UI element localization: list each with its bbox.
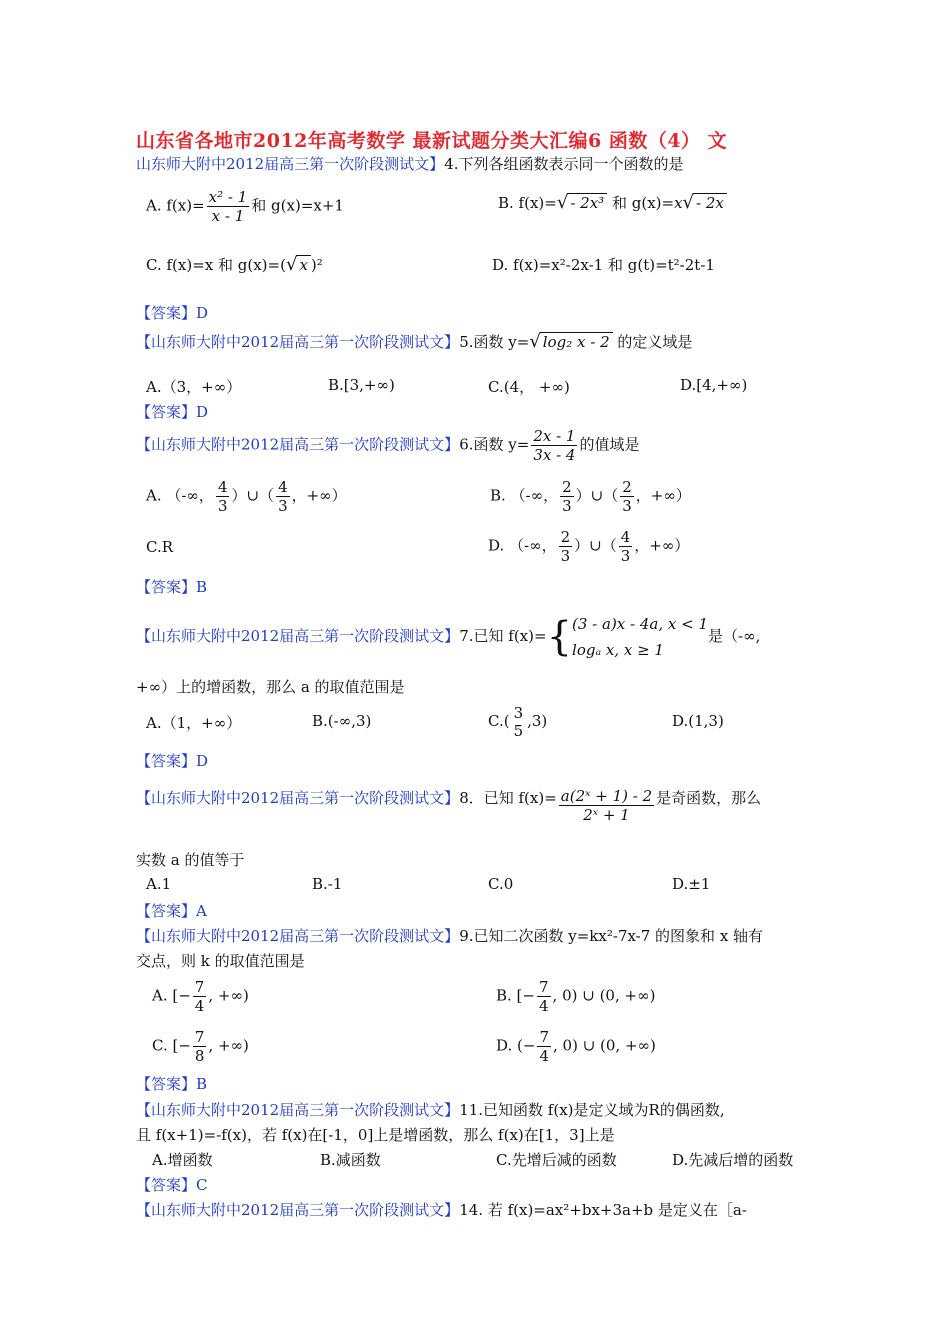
q5-option-b: B.[3,+∞) [328,376,395,394]
q11-option-d: D.先减后增的函数 [672,1151,794,1169]
q4-option-d: D. f(x)=x²-2x-1 和 g(t)=t²-2t-1 [492,256,715,274]
q8-option-a: A.1 [146,875,172,893]
q7-option-a: A.（1，+∞） [146,714,242,732]
q4-answer: 【答案】D [136,304,209,322]
q9-option-d: D. (− $\frac{7}{4}$ , 0) ∪ (0, +∞) [496,1028,656,1065]
question-7-stem: 【山东师大附中2012届高三第一次阶段测试文】7.已知 f(x)={ (3 - a)x - 4a, x < 1 logₐ x, x ≥ 1 是（-∞, [136,614,761,660]
q11-stem-line2: 且 f(x+1)=-f(x)，若 f(x)在[-1，0]上是增函数，那么 f(x)在[1，3]上是 [136,1126,615,1144]
question-8-stem: 【山东师大附中2012届高三第一次阶段测试文】8．已知 f(x)= $\frac{\text{a(2ˣ + 1) - 2}}{\text{2ˣ + 1}}$ 是奇函数，那么 [136,787,762,824]
q8-stem-line2: 实数 a 的值等于 [136,851,245,869]
q11-answer: 【答案】C [136,1176,208,1194]
q4-option-b: B. f(x)=√ - 2x³ 和 g(x)=x√ - 2x [498,192,727,213]
question-5-stem: 【山东师大附中2012届高三第一次阶段测试文】5.函数 y=√ log₂ x - 2 的定义域是 [136,331,693,352]
q8-option-b: B.-1 [312,875,343,893]
q7-answer: 【答案】D [136,752,209,770]
q6-option-a: A. （-∞， $\frac{4}{3}$ ）∪（ $\frac{4}{3}$ ，+∞） [146,478,347,515]
q11-option-c: C.先增后减的函数 [496,1151,617,1169]
q9-option-b: B. [− $\frac{7}{4}$ , 0) ∪ (0, +∞) [496,978,656,1015]
q4-option-a: A. f(x)= $\frac{\text{x² - 1}}{x - 1}$ 和 g(x)=x+1 [146,188,344,225]
q8-answer: 【答案】A [136,902,207,920]
q4-option-c: C. f(x)=x 和 g(x)=(√ x )² [146,254,323,275]
question-6-stem: 【山东师大附中2012届高三第一次阶段测试文】6.函数 y= $\frac{2x - 1}{3x - 4}$ 的值域是 [136,427,640,464]
page-title: 山东省各地市2012年高考数学 最新试题分类大汇编6 函数（4） 文 [136,130,728,152]
q7-stem-line2: +∞）上的增函数，那么 a 的取值范围是 [136,678,405,696]
q8-option-d: D.±1 [672,875,711,893]
q9-answer: 【答案】B [136,1075,208,1093]
q6-option-d: D. （-∞， $\frac{2}{3}$ ）∪（ $\frac{4}{3}$ ，+∞） [488,528,690,565]
q5-option-a: A.（3，+∞） [146,378,242,396]
q9-option-c: C. [− $\frac{7}{8}$ , +∞) [152,1028,249,1065]
q7-option-b: B.(-∞,3) [312,712,372,730]
q9-stem-line2: 交点，则 k 的取值范围是 [136,952,305,970]
question-14-stem: 【山东师大附中2012届高三第一次阶段测试文】14. 若 f(x)=ax²+bx+3a+b 是定义在［a- [136,1201,747,1219]
q5-option-c: C.(4， +∞) [488,378,570,396]
q6-option-c: C.R [146,538,174,556]
q11-option-b: B.减函数 [320,1151,381,1169]
q5-option-d: D.[4,+∞) [680,376,748,394]
q7-option-d: D.(1,3) [672,712,724,730]
q9-option-a: A. [− $\frac{7}{4}$ , +∞) [152,978,249,1015]
q6-option-b: B. （-∞， $\frac{2}{3}$ ）∪（ $\frac{2}{3}$ ，+∞） [490,478,691,515]
question-11-stem: 【山东师大附中2012届高三第一次阶段测试文】11.已知函数 f(x)是定义域为R的偶函数, [136,1101,725,1119]
q6-answer: 【答案】B [136,578,208,596]
q5-answer: 【答案】D [136,403,209,421]
q11-option-a: A.增函数 [152,1151,213,1169]
q7-option-c: C.( 3 5 ,3) [488,704,548,740]
question-9-stem: 【山东师大附中2012届高三第一次阶段测试文】9.已知二次函数 y=kx²-7x-7 的图象和 x 轴有 [136,927,764,945]
question-4-stem: 山东师大附中2012届高三第一次阶段测试文】4.下列各组函数表示同一个函数的是 [136,155,684,173]
q8-option-c: C.0 [488,875,514,893]
source-tag: 山东师大附中2012届高三第一次阶段测试文】 [136,155,445,173]
